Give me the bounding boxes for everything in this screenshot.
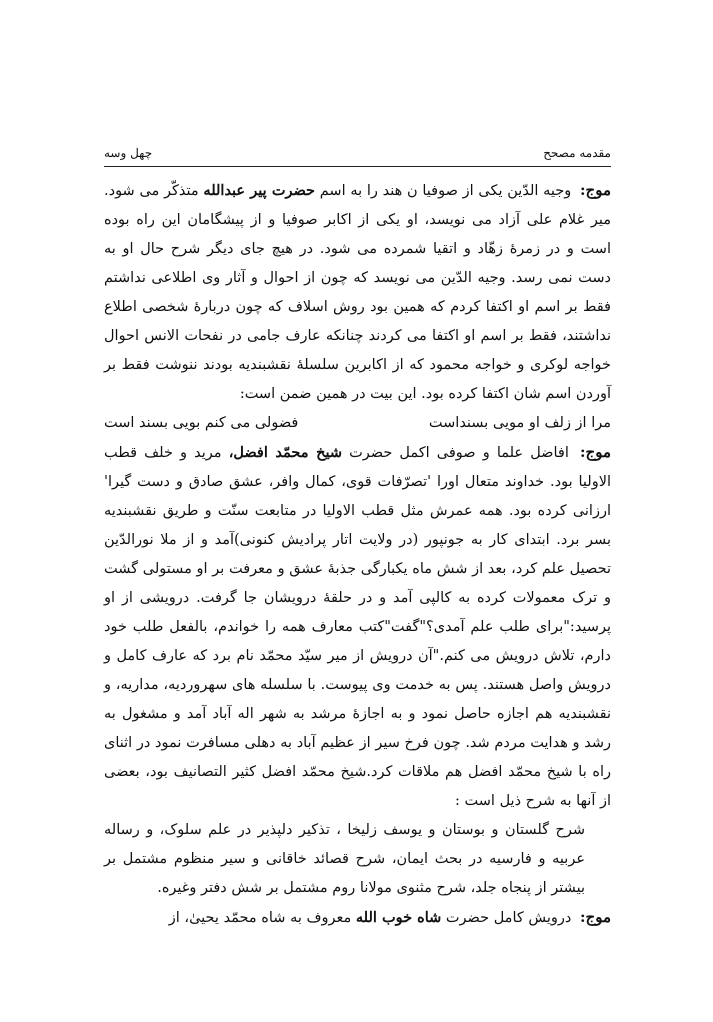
highlighted-name: شاه خوب الله	[355, 909, 442, 926]
header-page-number: چهل وسه	[104, 146, 153, 160]
paragraph-3: شرح گلستان و بوستان و یوسف زلیخا ، تذکیر دلپذیر در علم سلوک، و رساله عربیه و فارسیه در بحث ایمان، شرح قصائد خاقانی و سیر منظوم مشتمل بر بیشتر از پنجاه جلد، شرح مثنوی مولانا روم مشتمل بر شش دفتر وغیره.	[104, 822, 585, 896]
paragraph-2	[104, 438, 611, 816]
highlighted-name: شیخ محمّد افضل،	[228, 444, 342, 461]
paragraph-key-label: موج:	[579, 181, 611, 199]
verse-first-hemistich: مرا از زلف او مویی بسنداست	[428, 415, 611, 431]
paragraph-text: معروف به شاه محمّد یحییٰ، از	[168, 910, 352, 926]
paragraph-1	[104, 176, 611, 409]
verse	[104, 409, 611, 438]
header-section-title: مقدمه مصحح	[543, 146, 611, 160]
paragraph-key-label: موج:	[579, 908, 611, 926]
paragraph-key-label: موج:	[579, 443, 611, 461]
verse-second-hemistich: فضولی می کنم بویی بسند است	[104, 415, 299, 431]
paragraph-4	[104, 903, 611, 933]
page-header	[104, 146, 611, 167]
paragraph-text: وجیه الدّین یکی از صوفیا ن هند را به اسم	[319, 183, 572, 199]
page-body	[104, 176, 611, 933]
paragraph-text: متذکّر می شود. میر غلام علی آزاد می نویسد، او یکی از اکابر صوفیا و از پیشگامان این راه بوده است و در زمرهٔ زهّاد و اتقیا شمرده می شود. در هیچ جای دیگر شرح حال او به دست نمی رسد. وجیه الدّین می نویسد که چون از احوال و آثار وی اطلاعی نداشتم فقط بر اسم او اکتفا کردم که همین بود روش اسلاف که چون دربارهٔ شخصی اطلاع نداشتند، فقط بر اسم او اکتفا می کردند چنانکه عارف جامی در نفحات الانس احوال خواجه لوکری و خواجه محمود که از اکابرین سلسلهٔ نقشبندیه بودند ننوشت فقط بر آوردن اسم شان اکتفا کرده بود. این بیت در همین ضمن است:	[104, 183, 611, 402]
paragraph-text: درویش کامل حضرت	[445, 910, 572, 926]
paragraph-text: مرید و خلف قطب الاولیا بود. خداوند متعال اورا 'تصرّفات قوی، کمال وافر، عشق صادق و دست گیرا' ارزانی کرده بود. همه عمرش مثل قطب الاولیا در متابعت سنّت و طریق نقشبندیه بسر برد. ابتدای کار به جونپور (در ولایت اتار پرادیش کنونی)آمد و از ملا نورالدّین تحصیل علم کرد، بعد از شش ماه یکبارگی جذبهٔ عشق و معرفت بر او مستولی گشت و ترک معمولات کرده به کالپی آمد و در حلقهٔ درویشان جا گرفت. درویشی از او پرسید:"برای طلب علم آمدی؟"گفت"کتب معارف همه را خواندم، بالفعل طلب خود دارم، تلاش درویش می کنم."آن درویش از میر سیّد محمّد نام برد که عارف کامل و درویش واصل هستند. پس به خدمت وی پیوست. با سلسله های سهروردیه، مداریه، و نقشبندیه هم اجازه حاصل نمود و به اجازهٔ مرشد به شهر اله آباد آمد و مشغول به رشد و هدایت مردم شد. چون فرخ سیر از عظیم آباد به دهلی مسافرت نمود در اثنای راه با شیخ محمّد افضل هم ملاقات کرد.شیخ محمّد افضل کثیر التصانیف بود، بعضی از آنها به شرح ذیل است :	[104, 445, 611, 809]
highlighted-name: حضرت پیر عبدالله	[203, 182, 316, 199]
paragraph-text: افاضل علما و صوفی اکمل حضرت	[349, 445, 569, 461]
